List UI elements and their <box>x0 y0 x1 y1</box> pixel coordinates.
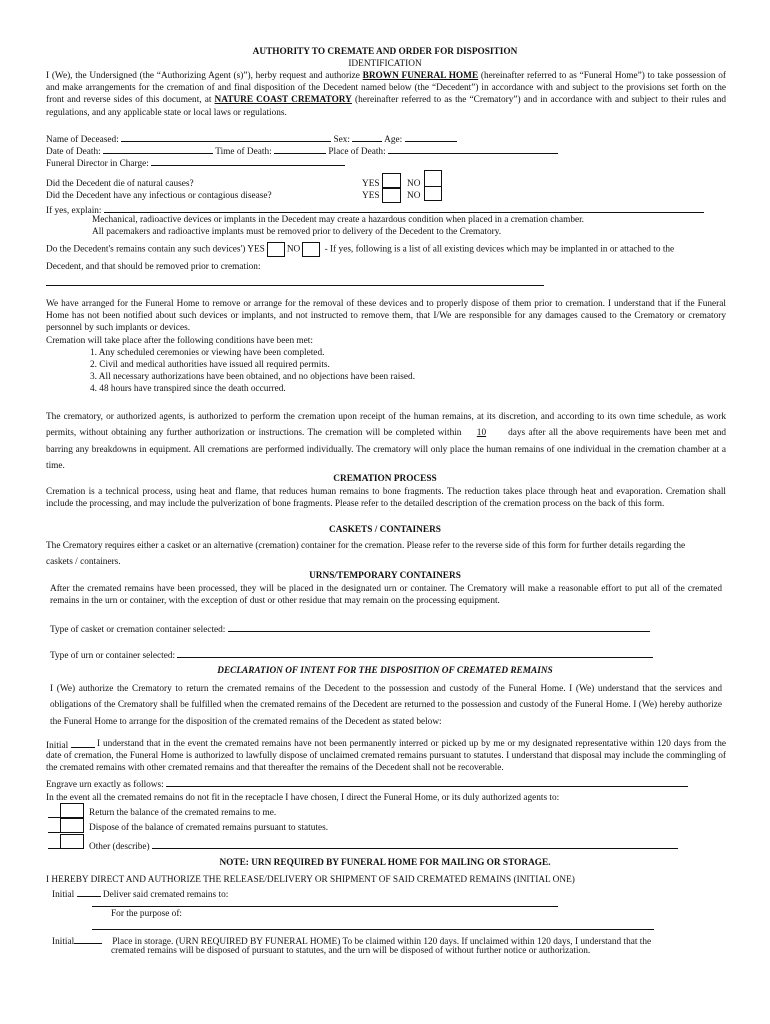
devices-row <box>46 242 674 257</box>
deliver-to-line[interactable] <box>92 906 558 907</box>
declaration-heading: DECLARATION OF INTENT FOR THE DISPOSITION OF CREMATED REMAINS <box>217 666 553 676</box>
explain-field[interactable] <box>104 203 704 213</box>
condition-item: 2. Civil and medical authorities have issued all required permits. <box>90 360 330 370</box>
age-label: Age: <box>384 135 403 145</box>
mechanical-warning: Mechanical, radioactive devices or implants in the Decedent may create a hazardous condition when placed in a cremation chamber. <box>92 215 585 225</box>
director-row <box>46 156 345 170</box>
return-balance-option: Return the balance of the cremated remains to me. <box>89 808 277 818</box>
authorization-text-1: The crematory, or authorized agents, is authorized to perform the cremation upon receipt of the human remains, at its discretion, and according to its own time schedule, as work permits, without obtaining any further authorization or instructions. The cremation will be completed within <box>46 412 726 439</box>
deliver-initial-field[interactable] <box>77 887 101 897</box>
purpose-line[interactable] <box>92 929 654 930</box>
director-field[interactable] <box>151 156 345 166</box>
urns-text: After the cremated remains have been processed, they will be placed in the designated urn or container. The Crematory will make a reasonable effort to put all of the cremated remains in the urn or container, with the exception of dust or other residue that may remain on the processing equipment. <box>50 584 722 607</box>
urn-type-label: Type of urn or container selected: <box>50 651 176 661</box>
devices-tail-text: - If yes, following is a list of all existing devices which may be implanted in or attached to the <box>322 244 675 255</box>
place-of-death-field[interactable] <box>388 144 558 154</box>
other-row <box>89 839 678 853</box>
explain-label: If yes, explain: <box>46 206 102 216</box>
urn-type-row <box>50 648 653 662</box>
deliver-label: Deliver said cremated remains to: <box>102 890 229 900</box>
natural-no-label: NO <box>407 179 421 189</box>
casket-type-label: Type of casket or cremation container selected: <box>50 625 226 635</box>
condition-item: 3. All necessary authorizations have been obtained, and no objections have been raised. <box>90 372 416 382</box>
caskets-heading: CASKETS / CONTAINERS <box>329 525 441 535</box>
storage-text-2: cremated remains will be disposed of pursuant to statutes, and the urn will be disposed of without further notice or authorization. <box>111 946 591 956</box>
unclaimed-remains-text: I understand that in the event the cremated remains have not been permanently interred or picked up by me or my designated representative within 120 days from the date of cremation, the Funeral Home is authorized to lawfully dispose of unclaimed cremated remains pursuant to statutes. I understand that disposal may include the commingling of the cremated remains with other cremated remains and that thereafter the remains of the Decedent shall not be recoverable. <box>46 739 726 774</box>
age-field[interactable] <box>405 132 457 142</box>
devices-responsibility-paragraph: We have arranged for the Funeral Home to remove or arrange for the removal of these devices and to properly dispose of them prior to cremation. I understand that if the Funeral Home has not been notified about such devices or implants, and not instructed to remove them, that I/We are responsible for any damages caused to the Crematory or crematory personnel by such implants or devices. <box>46 299 726 334</box>
devices-list-line[interactable] <box>46 285 544 286</box>
intro-text-2: (hereinafter referred to as “Funeral Home”) to take possession of and make arrangements for the cremation of and final disposition of the Decedent named below (the “Decedent”) in accordance with and subject to the provisions set forth on the front and reverse sides of this document, at <box>46 71 727 106</box>
cremation-process-heading: CREMATION PROCESS <box>333 474 437 484</box>
deliver-initial-label: Initial <box>52 890 75 900</box>
devices-yes-checkbox[interactable] <box>267 242 285 257</box>
time-of-death-label: Time of Death: <box>215 147 272 157</box>
devices-tail-text-2: Decedent, and that should be removed prior to cremation: <box>46 262 261 272</box>
other-checkbox[interactable] <box>60 834 84 849</box>
deliver-row <box>52 887 228 901</box>
devices-question: Do the Decedent's remains contain any such devices') YES <box>46 244 265 255</box>
funeral-home-name: BROWN FUNERAL HOME <box>362 71 479 81</box>
form-title: AUTHORITY TO CREMATE AND ORDER FOR DISPOSITION <box>252 47 518 57</box>
urn-required-note: NOTE: URN REQUIRED BY FUNERAL HOME FOR MAILING OR STORAGE. <box>219 858 551 868</box>
natural-no-checkbox[interactable] <box>424 170 442 187</box>
other-field[interactable] <box>152 839 678 849</box>
infectious-yes-label: YES <box>362 191 380 201</box>
declaration-text: I (We) authorize the Crematory to return the cremated remains of the Decedent to the possession and custody of the Funeral Home. I (We) understand that the services and obligations of the Crematory shall be fulfilled when the cremated remains of the Decedent are returned to the possession and custody of the Funeral Home. I (We) hereby authorize the Funeral Home to arrange for the disposition of the cremated remains of the Decedent as stated below: <box>50 684 722 727</box>
date-of-death-label: Date of Death: <box>46 147 101 157</box>
urn-type-field[interactable] <box>177 648 653 658</box>
engrave-row <box>46 777 688 791</box>
devices-no-checkbox[interactable] <box>302 242 320 257</box>
casket-type-row <box>50 622 650 636</box>
engrave-label: Engrave urn exactly as follows: <box>46 780 164 790</box>
devices-no-label: NO <box>286 244 301 255</box>
purpose-label: For the purpose of: <box>111 909 183 919</box>
natural-causes-question: Did the Decedent die of natural causes? <box>46 179 194 189</box>
engrave-field[interactable] <box>166 777 688 787</box>
infectious-no-label: NO <box>407 191 421 201</box>
conditions-intro: Cremation will take place after the following conditions have been met: <box>46 336 313 346</box>
crematory-name: NATURE COAST CREMATORY <box>214 95 352 106</box>
pacemaker-warning: All pacemakers and radioactive implants must be removed prior to delivery of the Decedent to the Crematory. <box>92 227 502 237</box>
natural-yes-label: YES <box>362 179 380 189</box>
intro-text-3: (hereinafter referred to as the “Crematory”) and in accordance with and subject to their rules and regulations, and any applicable state or local laws or regulations. <box>46 95 726 118</box>
natural-yes-checkbox[interactable] <box>382 173 401 188</box>
completion-days: 10 <box>476 428 487 439</box>
condition-item: 1. Any scheduled ceremonies or viewing have been completed. <box>90 348 325 358</box>
sex-field[interactable] <box>352 132 382 142</box>
return-balance-checkbox[interactable] <box>60 803 84 818</box>
name-field[interactable] <box>121 132 331 142</box>
initial-label: Initial <box>46 741 69 751</box>
director-label: Funeral Director in Charge: <box>46 159 149 169</box>
authorization-text-2: days after all the above requirements have been met and barring any breakdowns in equipment. All cremations are performed individually. The crematory will only place the human remains of one individual in the cremation chamber at a time. <box>46 428 726 472</box>
urns-heading: URNS/TEMPORARY CONTAINERS <box>309 571 461 581</box>
infectious-question: Did the Decedent have any infectious or contagious disease? <box>46 191 272 201</box>
dispose-balance-option: Dispose of the balance of cremated remains pursuant to statutes. <box>89 823 329 833</box>
casket-type-field[interactable] <box>228 622 650 632</box>
other-option: Other (describe) <box>89 842 150 852</box>
authorization-paragraph <box>46 409 726 475</box>
condition-item: 4. 48 hours have transpired since the death occurred. <box>90 384 286 394</box>
storage-initial-label: Initial <box>52 937 75 947</box>
dispose-balance-checkbox[interactable] <box>60 818 84 833</box>
date-of-death-field[interactable] <box>103 144 213 154</box>
infectious-no-checkbox[interactable] <box>424 186 442 201</box>
caskets-text: The Crematory requires either a casket or an alternative (cremation) container for the cremation. Please refer to the reverse side of this form for further details regarding the caskets / containers. <box>46 541 686 568</box>
release-direction: I HEREBY DIRECT AND AUTHORIZE THE RELEASE/DELIVERY OR SHIPMENT OF SAID CREMATED REMAINS (INITIAL ONE) <box>46 875 575 885</box>
infectious-yes-checkbox[interactable] <box>382 188 401 203</box>
intro-paragraph <box>46 70 726 119</box>
receptacle-instructions: In the event all the cremated remains do not fit in the receptacle I have chosen, I direct the Funeral Home, or its duly authorized agents to: <box>46 793 560 803</box>
sex-label: Sex: <box>333 135 350 145</box>
cremation-process-text: Cremation is a technical process, using heat and flame, that reduces human remains to bone fragments. The reduction takes place through heat and evaporation. Cremation shall include the processing, and may include the pulverization of bone fragments. Please refer to the detailed description of the cremation process on the back of this form. <box>46 487 726 510</box>
storage-initial-field[interactable] <box>74 934 102 944</box>
storage-text: Place in storage. (URN REQUIRED BY FUNERAL HOME) To be claimed within 120 days. If unclaimed within 120 days, I understand that the <box>112 937 652 947</box>
intro-text-1: I (We), the Undersigned (the “Authorizing Agent (s)”), herby request and authorize <box>46 71 363 81</box>
place-of-death-label: Place of Death: <box>328 147 386 157</box>
time-of-death-field[interactable] <box>274 144 326 154</box>
form-subtitle: IDENTIFICATION <box>348 59 422 69</box>
name-label: Name of Deceased: <box>46 135 119 145</box>
